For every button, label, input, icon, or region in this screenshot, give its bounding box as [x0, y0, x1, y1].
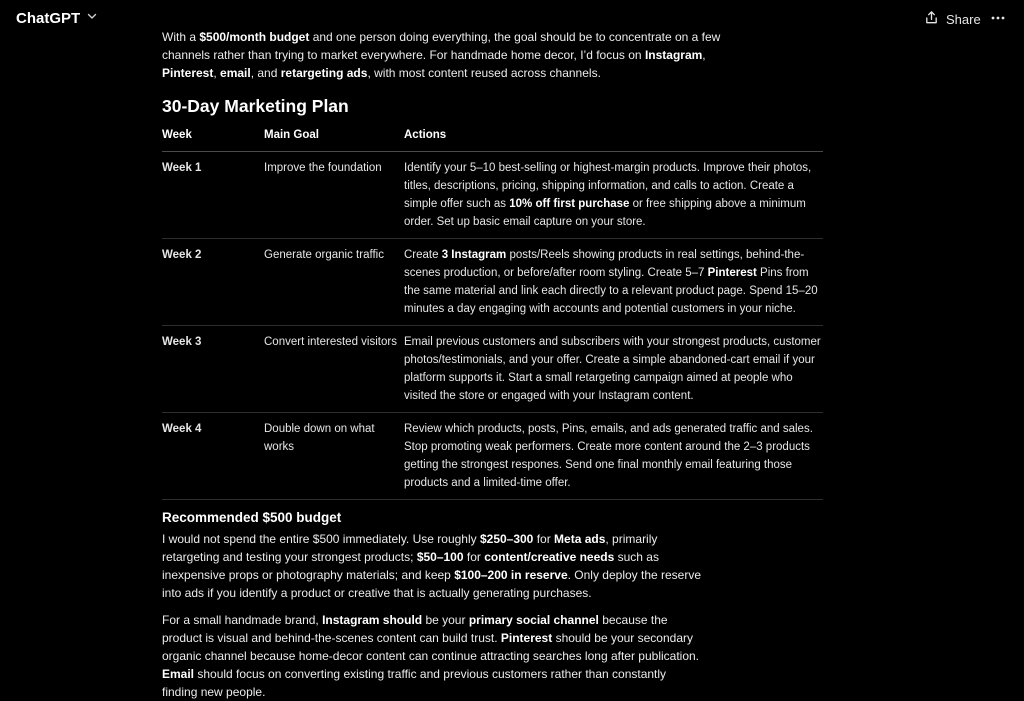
week-cell: Week 3 — [162, 326, 264, 413]
bold-text: $500/month budget — [199, 30, 310, 44]
chevron-down-icon — [86, 9, 98, 27]
bold-text: Pinterest — [707, 267, 757, 279]
bold-text: $250–300 — [479, 532, 534, 546]
goal-cell: Convert interested visitors — [264, 326, 404, 413]
plan-table — [162, 126, 823, 500]
actions-cell: Create 3 Instagram posts/Reels showing products in real settings, behind-the-scenes production, or before/after room styling. Create 5–7 Pinterest Pins from the same material and link each directly to a relevant product page. Spend 15–20 minutes a day engaging with accounts and potential customers in your niche. — [404, 239, 823, 326]
table-row — [162, 152, 823, 239]
intro-paragraph: With a $500/month budget and one person doing everything, the goal should be to concentrate on a few channels rather than trying to market everywhere. For handmade home decor, I’d focus on Instagram, Pinterest, email, and retargeting ads, with most content reused across channels. — [162, 30, 721, 80]
week-cell: Week 2 — [162, 239, 264, 326]
bold-text: 10% off first purchase — [509, 198, 630, 210]
model-switcher[interactable] — [16, 9, 98, 27]
actions-cell: Email previous customers and subscribers with your strongest products, customer photos/testimonials, and your offer. Create a simple abandoned-cart email if your platform supports it. Start a small retargeting campaign aimed at people who visited the store or engaged with your Instagram content. — [404, 326, 823, 413]
bold-text: primary social channel — [468, 613, 599, 627]
bold-text: Pinterest — [500, 631, 553, 645]
actions-cell: Review which products, posts, Pins, emails, and ads generated traffic and sales. Stop promoting weak performers. Create more content around the 2–3 products getting the strongest respones. Send one final monthly email featuring those products and a limited-time offer. — [404, 413, 823, 500]
share-label: Share — [946, 11, 981, 27]
table-header-row — [162, 126, 823, 152]
bold-text: email — [220, 66, 251, 80]
goal-cell: Generate organic traffic — [264, 239, 404, 326]
share-icon — [924, 10, 939, 28]
bold-text: content/creative needs — [484, 550, 615, 564]
bold-text: Meta ads — [554, 532, 606, 546]
bold-text: Instagram — [644, 48, 703, 62]
goal-cell: Double down on what works — [264, 413, 404, 500]
channel-paragraph: For a small handmade brand, Instagram should be your primary social channel because the product is visual and behind-the-scenes content can build trust. Pinterest should be your secondary organic channel because home-decor content can continue attracting searches long after publication. Email should focus on converting existing traffic and previous customers rather than constantly finding new people. — [162, 613, 700, 699]
bold-text: retargeting ads — [280, 66, 368, 80]
budget-heading: Recommended $500 budget — [162, 510, 342, 525]
week-cell: Week 4 — [162, 413, 264, 500]
budget-paragraph: I would not spend the entire $500 immediately. Use roughly $250–300 for Meta ads, primarily retargeting and testing your strongest products; $50–100 for content/creative needs such as inexpensive props or photography materials; and keep $100–200 in reserve. Only deploy the reserve into ads if you identify a product or creative that is actually generating purchases. — [162, 532, 702, 600]
week-cell: Week 1 — [162, 152, 264, 239]
plan-heading: 30-Day Marketing Plan — [162, 96, 349, 116]
actions-cell: Identify your 5–10 best-selling or highest-margin products. Improve their photos, titles, descriptions, pricing, shipping information, and calls to action. Create a simple offer such as 10% off first purchase or free shipping above a minimum order. Set up basic email capture on your store. — [404, 152, 823, 239]
bold-text: $50–100 — [416, 550, 464, 564]
column-header-actions: Actions — [404, 126, 823, 152]
table-row — [162, 413, 823, 500]
bold-text: $100–200 in reserve — [454, 568, 568, 582]
table-row — [162, 239, 823, 326]
goal-cell: Improve the foundation — [264, 152, 404, 239]
bold-text: Instagram should — [322, 613, 423, 627]
table-row — [162, 326, 823, 413]
share-button[interactable] — [924, 10, 981, 28]
more-horizontal-icon — [990, 13, 1006, 30]
assistant-message — [162, 28, 824, 701]
app-title: ChatGPT — [16, 9, 81, 27]
bold-text: Pinterest — [162, 66, 214, 80]
bold-text: 3 Instagram — [441, 249, 507, 261]
bold-text: Email — [162, 667, 195, 681]
column-header-week: Week — [162, 126, 264, 152]
more-options-button[interactable] — [990, 10, 1006, 26]
column-header-main-goal: Main Goal — [264, 126, 404, 152]
